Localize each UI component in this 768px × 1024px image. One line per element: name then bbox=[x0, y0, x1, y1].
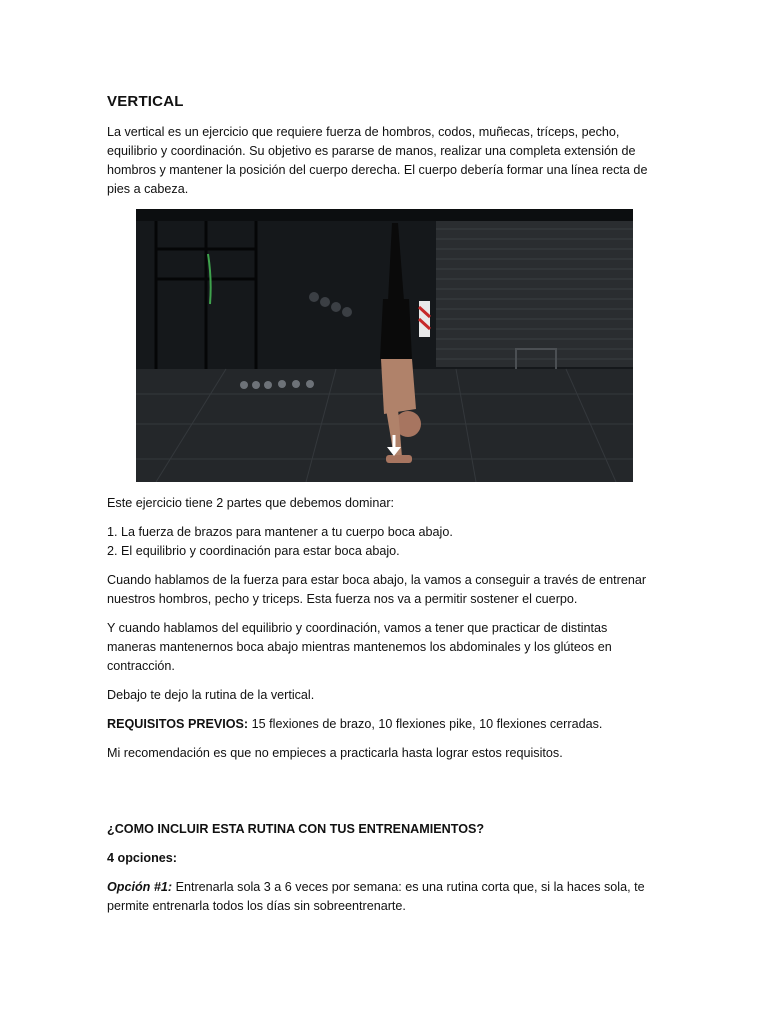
handstand-photo bbox=[136, 209, 633, 482]
document-content bbox=[107, 92, 655, 926]
intro-paragraph: La vertical es un ejercicio que requiere fuerza de hombros, codos, muñecas, tríceps, pecho, equilibrio y coordinación. Su objetivo es pararse de manos, realizar una completa extensión de hombros y mantener la posición del cuerpo derecha. El cuerpo debería formar una línea recta de pies a cabeza. bbox=[107, 125, 648, 196]
page-title: VERTICAL bbox=[107, 93, 184, 110]
recommendation-paragraph: Mi recomendación es que no empieces a practicarla hasta lograr estos requisitos. bbox=[107, 746, 563, 760]
list-item: 2. El equilibrio y coordinación para estar boca abajo. bbox=[107, 544, 400, 558]
requirements-paragraph bbox=[107, 715, 655, 734]
option-1-paragraph bbox=[107, 878, 655, 916]
strength-paragraph: Cuando hablamos de la fuerza para estar boca abajo, la vamos a conseguir a través de entrenar nuestros hombros, pecho y triceps. Esta fuerza nos va a permitir sostener el cuerpo. bbox=[107, 573, 647, 606]
option-1-text: Entrenarla sola 3 a 6 veces por semana: es una rutina corta que, si la haces sola, te permite entrenarla todos los días sin sobreentrenarte. bbox=[107, 880, 645, 913]
parts-list bbox=[107, 523, 655, 561]
balance-paragraph: Y cuando hablamos del equilibrio y coordinación, vamos a tener que practicar de distintas maneras mantenernos boca abajo mientras mantenemos los abdominales y los glúteos en contracción. bbox=[107, 621, 612, 673]
option-1-label: Opción #1: bbox=[107, 880, 173, 894]
routine-intro: Debajo te dejo la rutina de la vertical. bbox=[107, 688, 315, 702]
requirements-text: 15 flexiones de brazo, 10 flexiones pike, 10 flexiones cerradas. bbox=[248, 717, 603, 731]
list-item: 1. La fuerza de brazos para mantener a tu cuerpo boca abajo. bbox=[107, 525, 453, 539]
section-heading: ¿COMO INCLUIR ESTA RUTINA CON TUS ENTRENAMIENTOS? bbox=[107, 822, 485, 836]
parts-intro: Este ejercicio tiene 2 partes que debemos dominar: bbox=[107, 496, 395, 510]
spacer bbox=[107, 773, 655, 820]
options-heading: 4 opciones: bbox=[107, 851, 177, 865]
requirements-label: REQUISITOS PREVIOS: bbox=[107, 717, 249, 731]
